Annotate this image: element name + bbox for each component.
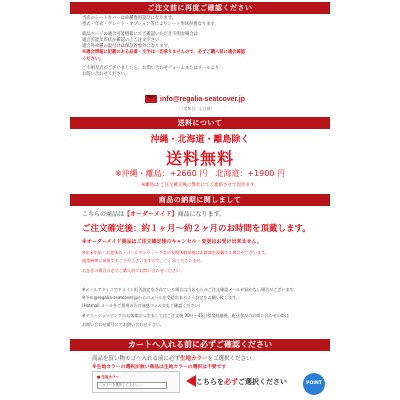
info-line: 型式・年式・グレード・オプション等によりシート形状が異なります。 xyxy=(82,22,219,28)
lead-time-line: ご注文確定後：約１ヶ月～約２ヶ月のお時間を頂戴します。 xyxy=(82,224,311,234)
color-select-example xyxy=(92,371,180,393)
arrow-left-icon xyxy=(186,375,196,387)
warning-line: ください。 xyxy=(82,56,104,62)
delivery-time-header: 商品の納期に関しまして xyxy=(70,194,330,206)
contact-line: ご不明な点がございましたら、お問い合わせフォームまたはメールより xyxy=(82,66,220,72)
instruction-pre: 商品を買い物カゴへ入れる前に必ず xyxy=(92,356,181,362)
urgent-note: お急ぎの場合は必ずご購入前にお問い合わせください。 xyxy=(82,268,185,273)
holiday-note xyxy=(82,250,322,256)
email-row[interactable] xyxy=(145,93,245,105)
schedule-note: 通常納期に前後することがございますので、ご了承くださいませ。 xyxy=(82,258,205,263)
cart-check-box xyxy=(70,351,330,400)
instruction-post: をご選択ください。 xyxy=(207,356,258,362)
info-line: 商品ページの適合可能情報にてご確認いただき不明な場合は xyxy=(82,31,198,37)
email-link[interactable]: info@regalia-seatcover.jp xyxy=(160,95,246,103)
reminder-post: ご選択ください xyxy=(238,378,287,386)
contact-line: お問い合わせください。 xyxy=(82,72,130,78)
warning-line: ※適合情報に記載のある品番・文字は一切承りませんので、必ずご購入前に適合確認 xyxy=(82,50,246,56)
cart-check-header: カートへ入れる前に必ずご確認ください xyxy=(70,339,330,351)
email-domain-note: ※メールアドレスでドメイン拒否設定をされている場合は当店からのご注文確認メールが届かない場合がございます。 xyxy=(82,287,298,292)
island-shipping-note: ※離島は ご注文確定後に弊社にてご連絡させて頂きます。 xyxy=(141,183,259,188)
envelope-icon xyxy=(145,95,157,103)
made-to-order-post: 商品になります。 xyxy=(177,211,226,218)
made-to-order-label: 【オーダーメイド】 xyxy=(124,211,178,218)
reminder-pre: こちらを xyxy=(196,378,224,386)
holiday-note-text: ※年末年始・お盆休み・ゴールデンウィーク等の長期休暇前後はお時間を頂戴する場合がございます。 xyxy=(82,250,269,255)
order-confirmation-body xyxy=(82,16,322,79)
color-field-label: ■ 生地カラー xyxy=(97,375,120,379)
info-line: 適合外車種の取付けは保証対象外になります。 xyxy=(82,44,172,50)
free-shipping-title: 送料無料 xyxy=(165,149,234,168)
color-select-dropdown[interactable]: - カラーを選択して下さい - xyxy=(97,382,167,389)
shipping-region-note: 沖縄・北海道・離島除く xyxy=(150,135,250,145)
instruction-color: 生地カラー xyxy=(180,356,208,362)
color-select-note: ※生地カラーの選択が無い商品は生地カラーの選択は不要です xyxy=(92,365,227,370)
shipping-surcharge: ※沖縄・離島：+2660 円 北海道：+1900 円 xyxy=(115,169,285,178)
hotmail-note: (Hotmail メールをご利用の方は迷惑フォルダもご確認ください） xyxy=(82,303,203,308)
reminder-required: 必ず xyxy=(224,378,238,386)
order-confirmation-header: ご注文前に再度ご確認ください xyxy=(70,2,330,14)
color-select-instruction xyxy=(92,354,257,362)
made-to-order-line xyxy=(82,209,322,218)
made-to-order-pre: こちらの商品は xyxy=(82,211,125,218)
no-cancel-line: ※オーダーメイド商品はご注文確定後のキャンセル・変更はお受け出来ません。 xyxy=(82,239,262,245)
email-setting-note: ※予め@regalia-seatcover.jpからのメールを受信出来るよう設定をお願い致します。 xyxy=(82,295,240,300)
info-line: 適合可能な形状か確認の上ご注文下さい。 xyxy=(82,37,164,43)
yahoo-note: ※ヤフーショッピングのお客様につきましてはご注文後 30日～45日程度経過後、配送状況のお問い合わせの際は xyxy=(82,313,290,318)
point-badge-icon: POINT xyxy=(303,373,325,395)
select-reminder xyxy=(196,377,287,387)
info-line: 当店のシートカバーは車種専用設計になります。 xyxy=(82,16,177,21)
shipping-header: 送料について xyxy=(70,117,330,129)
inquiry-number-note: お問い合わせ番号にてお問い合わせ下さい。 xyxy=(82,322,164,327)
business-hours-note: （定休日：土日祝） xyxy=(180,106,215,111)
